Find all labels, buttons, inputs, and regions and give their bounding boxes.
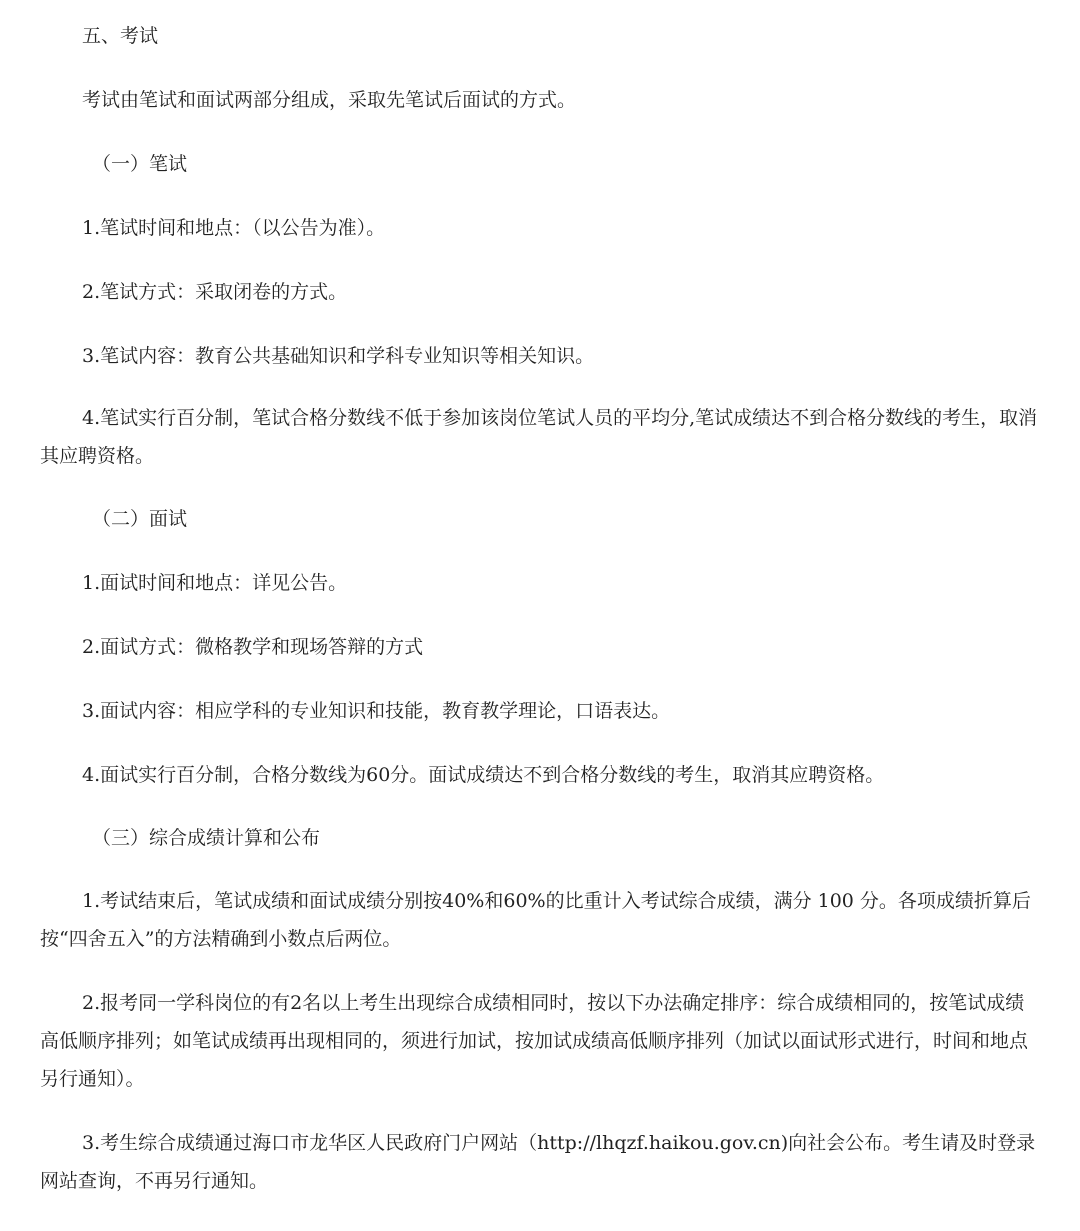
intro-paragraph: 考试由笔试和面试两部分组成，采取先笔试后面试的方式。 — [82, 89, 577, 111]
interview-item-3: 3.面试内容：相应学科的专业知识和技能，教育教学理论，口语表达。 — [82, 700, 671, 722]
section-title: 五、考试 — [82, 25, 159, 47]
written-item-4: 4.笔试实行百分制，笔试合格分数线不低于参加该岗位笔试人员的平均分,笔试成绩达不到合格分数线的考生，取消其应聘资格。 — [40, 407, 1038, 467]
written-exam-heading: （一）笔试 — [92, 153, 188, 175]
interview-item-1: 1.面试时间和地点：详见公告。 — [82, 572, 348, 594]
written-item-3: 3.笔试内容：教育公共基础知识和学科专业知识等相关知识。 — [82, 345, 595, 367]
interview-item-4: 4.面试实行百分制，合格分数线为60分。面试成绩达不到合格分数线的考生，取消其应聘资格。 — [82, 764, 885, 786]
interview-heading: （二）面试 — [92, 508, 188, 530]
scores-heading: （三）综合成绩计算和公布 — [92, 827, 321, 849]
scores-item-2: 2.报考同一学科岗位的有2名以上考生出现综合成绩相同时，按以下办法确定排序：综合成绩相同的，按笔试成绩高低顺序排列；如笔试成绩再出现相同的，须进行加试，按加试成绩高低顺序排列（加试以面试形式进行，时间和地点另行通知）。 — [40, 992, 1029, 1090]
written-item-2: 2.笔试方式：采取闭卷的方式。 — [82, 281, 348, 303]
written-item-1: 1.笔试时间和地点：（以公告为准）。 — [82, 217, 386, 239]
scores-item-3: 3.考生综合成绩通过海口市龙华区人民政府门户网站（http://lhqzf.haikou.gov.cn)向社会公布。考生请及时登录网站查询，不再另行通知。 — [40, 1132, 1036, 1192]
scores-item-1: 1.考试结束后，笔试成绩和面试成绩分别按40%和60%的比重计入考试综合成绩，满分 100 分。各项成绩折算后按“四舍五入”的方法精确到小数点后两位。 — [40, 890, 1031, 950]
interview-item-2: 2.面试方式：微格教学和现场答辩的方式 — [82, 636, 424, 658]
